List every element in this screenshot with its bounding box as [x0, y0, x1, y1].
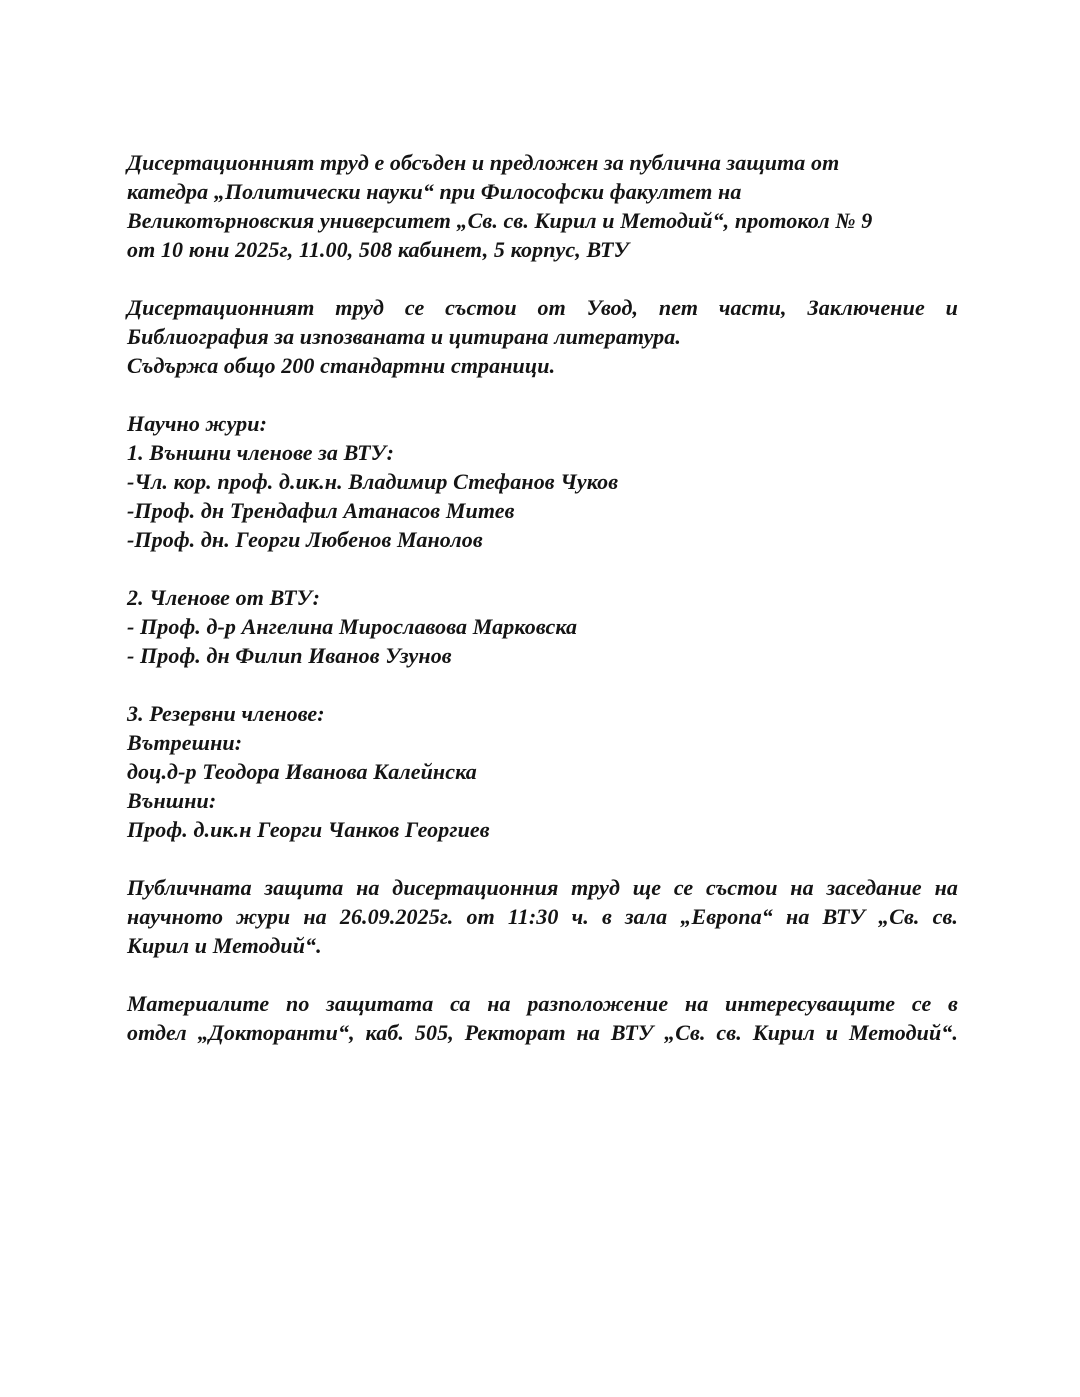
paragraph-defense-date: [127, 873, 958, 960]
jury-heading: Научно жури:: [127, 411, 268, 436]
external-label: Външни:: [127, 788, 217, 813]
paragraph-thesis-structure: [127, 293, 958, 380]
internal-label: Вътрешни:: [127, 730, 243, 755]
section-vtu-members: [127, 583, 958, 670]
jury-member: -Чл. кор. проф. д.ик.н. Владимир Стефанов Чуков: [127, 469, 619, 494]
text-line: Кирил и Методий“.: [127, 933, 322, 958]
text-line: от 10 юни 2025г, 11.00, 508 кабинет, 5 корпус, ВТУ: [127, 237, 629, 262]
external-members-heading: 1. Външни членове за ВТУ:: [127, 440, 395, 465]
jury-member: -Проф. дн Трендафил Атанасов Митев: [127, 498, 515, 523]
text-line: Библиография за изпозваната и цитирана литература.: [127, 324, 681, 349]
text-line: Материалите по защитата са на разположение на интересуващите се в: [127, 991, 958, 1016]
jury-member: Проф. д.ик.н Георги Чанков Георгиев: [127, 817, 490, 842]
text-line: Съдържа общо 200 стандартни страници.: [127, 353, 556, 378]
vtu-members-heading: 2. Членове от ВТУ:: [127, 585, 321, 610]
jury-member: - Проф. д-р Ангелина Мирославова Марковска: [127, 614, 578, 639]
section-scientific-jury: [127, 409, 958, 554]
paragraph-defense-proposal: [127, 148, 958, 264]
text-line: Дисертационният труд е обсъден и предложен за публична защита от: [127, 150, 840, 175]
section-reserve-members: [127, 699, 958, 844]
document-text-block: [127, 148, 958, 1047]
text-line: Дисертационният труд се състои от Увод, пет части, Заключение и: [127, 295, 958, 320]
reserve-members-heading: 3. Резервни членове:: [127, 701, 325, 726]
text-line: отдел „Докторанти“, каб. 505, Ректорат на ВТУ „Св. св. Кирил и Методий“.: [127, 1020, 958, 1045]
paragraph-materials-location: [127, 989, 958, 1047]
text-line: научното жури на 26.09.2025г. от 11:30 ч. в зала „Европа“ на ВТУ „Св. св.: [127, 904, 958, 929]
text-line: катедра „Политически науки“ при Философски факултет на: [127, 179, 742, 204]
text-line: Великотърновския университет „Св. св. Кирил и Методий“, протокол № 9: [127, 208, 873, 233]
jury-member: доц.д-р Теодора Иванова Калейнска: [127, 759, 477, 784]
jury-member: - Проф. дн Филип Иванов Узунов: [127, 643, 452, 668]
text-line: Публичната защита на дисертационния труд ще се състои на заседание на: [127, 875, 958, 900]
jury-member: -Проф. дн. Георги Любенов Манолов: [127, 527, 483, 552]
